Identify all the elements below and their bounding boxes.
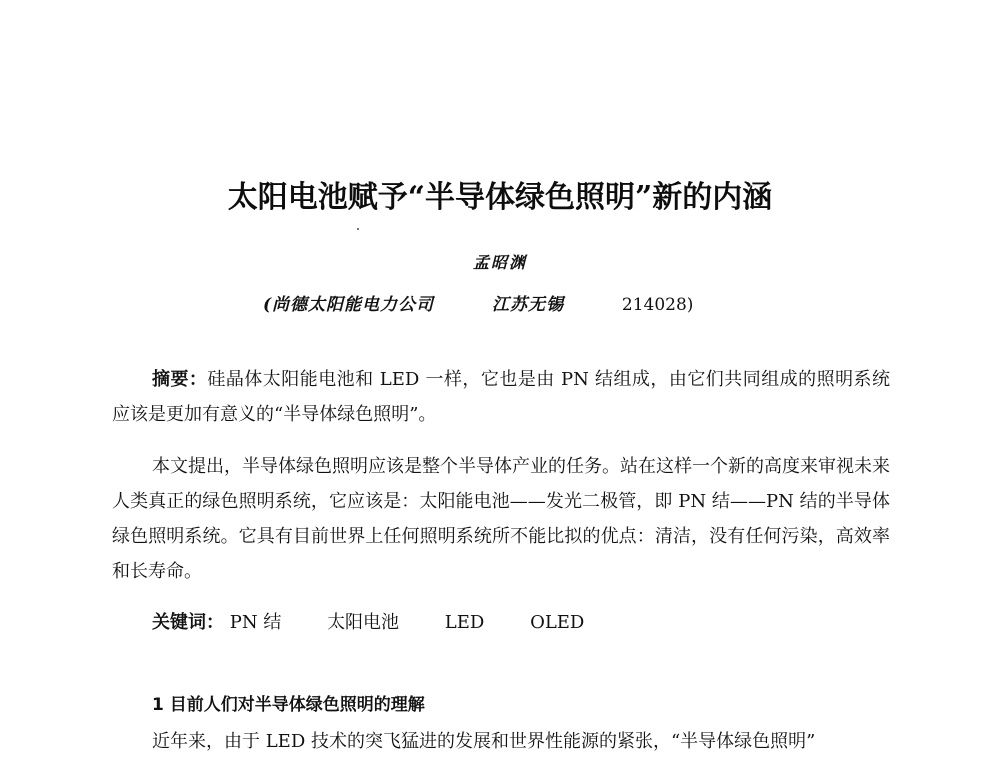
abstract-block	[112, 362, 890, 432]
keyword-item: 太阳电池	[327, 612, 400, 633]
intro-block	[112, 449, 890, 589]
affiliation-city: 江苏无锡	[491, 295, 564, 315]
section-first-line: 近年来，由于 LED 技术的突飞猛进的发展和世界性能源的紧张，“半导体绿色照明”	[152, 731, 816, 752]
abstract-label: 摘要：	[152, 369, 208, 390]
affiliation-org: (尚德太阳能电力公司	[263, 295, 435, 315]
paper-title: 太阳电池赋予“半导体绿色照明”新的内涵	[227, 180, 773, 215]
affiliation	[263, 290, 693, 315]
scan-speck	[357, 228, 359, 230]
keyword-item: OLED	[530, 612, 585, 633]
keyword-item: PN 结	[229, 612, 282, 633]
author-name: 孟昭渊	[472, 253, 527, 272]
keywords-label: 关键词：	[152, 612, 224, 633]
abstract-paragraph	[112, 362, 890, 432]
section-heading: 1 目前人们对半导体绿色照明的理解	[152, 695, 425, 715]
abstract-text: 硅晶体太阳能电池和 LED 一样，它也是由 PN 结组成，由它们共同组成的照明系统应该是更加有意义的“半导体绿色照明”。	[112, 369, 890, 425]
keyword-item: LED	[444, 612, 485, 633]
intro-paragraph: 本文提出，半导体绿色照明应该是整个半导体产业的任务。站在这样一个新的高度来审视未来人类真正的绿色照明系统，它应该是：太阳能电池——发光二极管，即 PN 结——PN 结的半导体绿色照明系统。它具有目前世界上任何照明系统所不能比拟的优点：清洁，没有任何污染，高效率和长寿命。	[112, 456, 890, 582]
keywords-line	[152, 608, 624, 634]
affiliation-zip: 214028)	[621, 295, 694, 315]
